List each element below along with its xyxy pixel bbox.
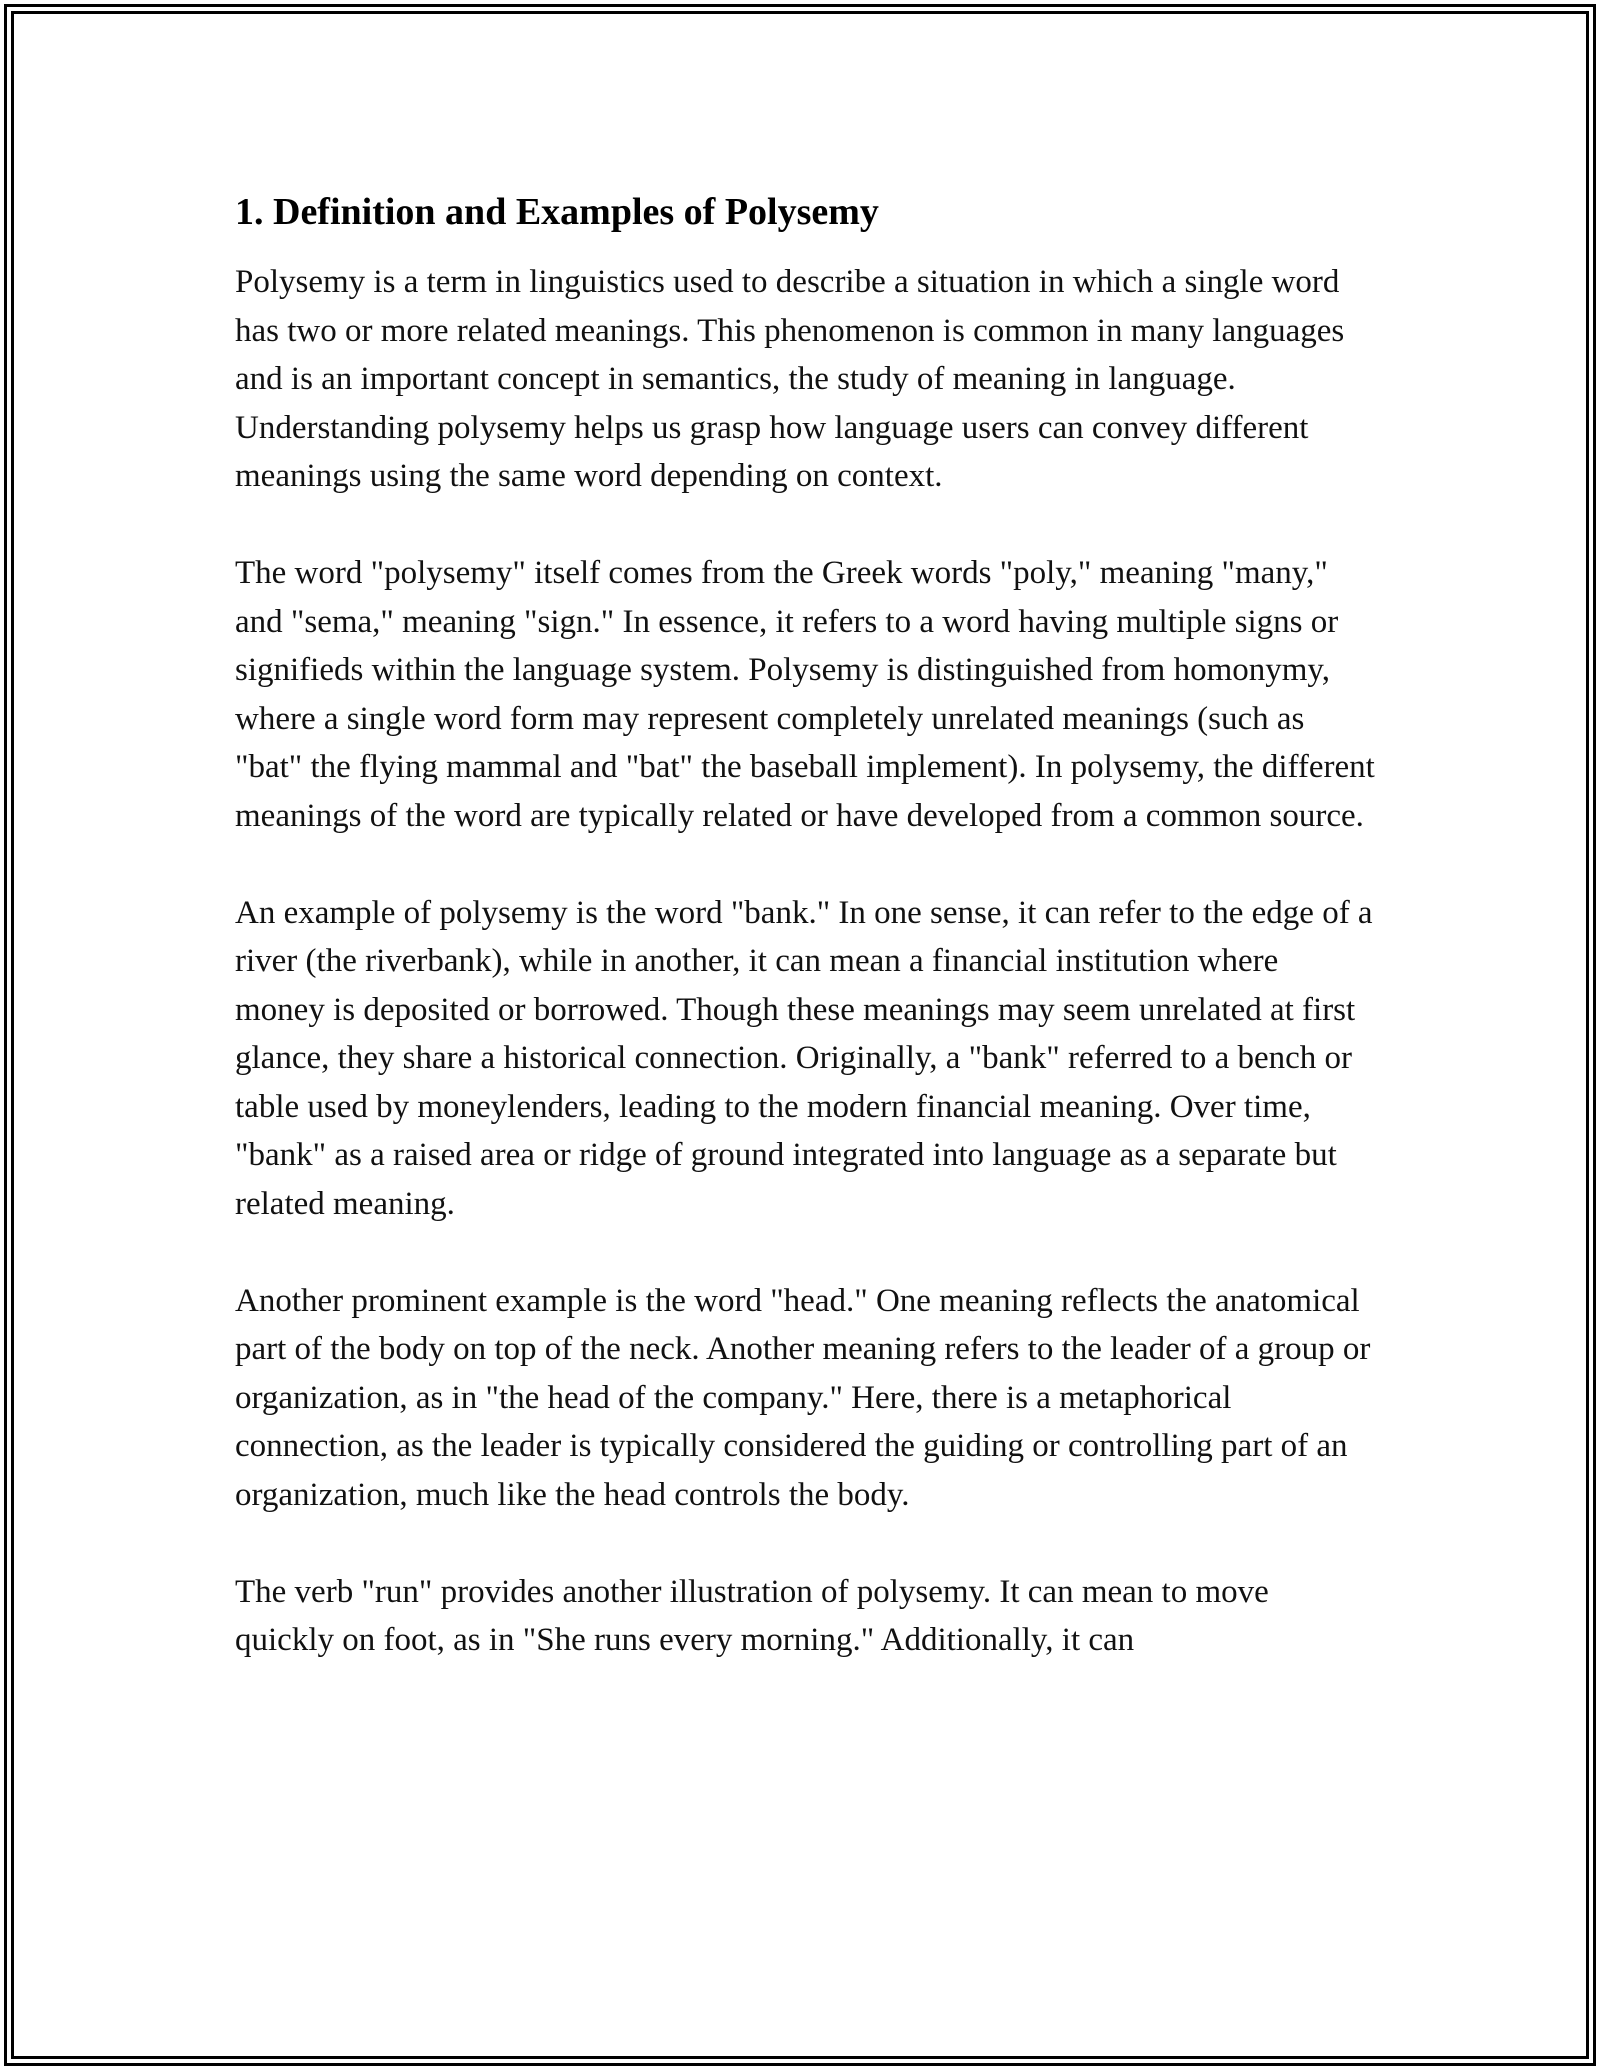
section-heading: 1. Definition and Examples of Polysemy [235, 191, 879, 233]
paragraph-etymology: The word "polysemy" itself comes from the Greek words "poly," meaning "many," and "sema," meaning "sign." In essence, it refers to a word having multiple signs or signifieds within the language system. Polysemy is distinguished from homonymy, where a single word form may represent completely unrelated meanings (such as "bat" the flying mammal and "bat" the baseball implement). In polysemy, the different meanings of the word are typically related or have developed from a common source. [235, 555, 1375, 834]
paragraph-example-run: The verb "run" provides another illustration of polysemy. It can mean to move quickly on foot, as in "She runs every morning." Additionally, it can [235, 1573, 1269, 1658]
paragraph-example-head: Another prominent example is the word "head." One meaning reflects the anatomical part of the body on top of the neck. Another meaning refers to the leader of a group or organization, as in "the head of the company." Here, there is a metaphorical connection, as the leader is typically considered the guiding or controlling part of an organization, much like the head controls the body. [235, 1282, 1371, 1513]
document-body [235, 184, 1375, 1713]
paragraph-example-bank: An example of polysemy is the word "bank." In one sense, it can refer to the edge of a river (the riverbank), while in another, it can mean a financial institution where money is deposited or borrowed. Though these meanings may seem unrelated at first glance, they share a historical connection. Originally, a "bank" referred to a bench or table used by moneylenders, leading to the modern financial meaning. Over time, "bank" as a raised area or ridge of ground integrated into language as a separate but related meaning. [235, 894, 1373, 1222]
paragraph-definition: Polysemy is a term in linguistics used to describe a situation in which a single word has two or more related meanings. This phenomenon is common in many languages and is an important concept in semantics, the study of meaning in language. Understanding polysemy helps us grasp how language users can convey different meanings using the same word depending on context. [235, 264, 1345, 494]
